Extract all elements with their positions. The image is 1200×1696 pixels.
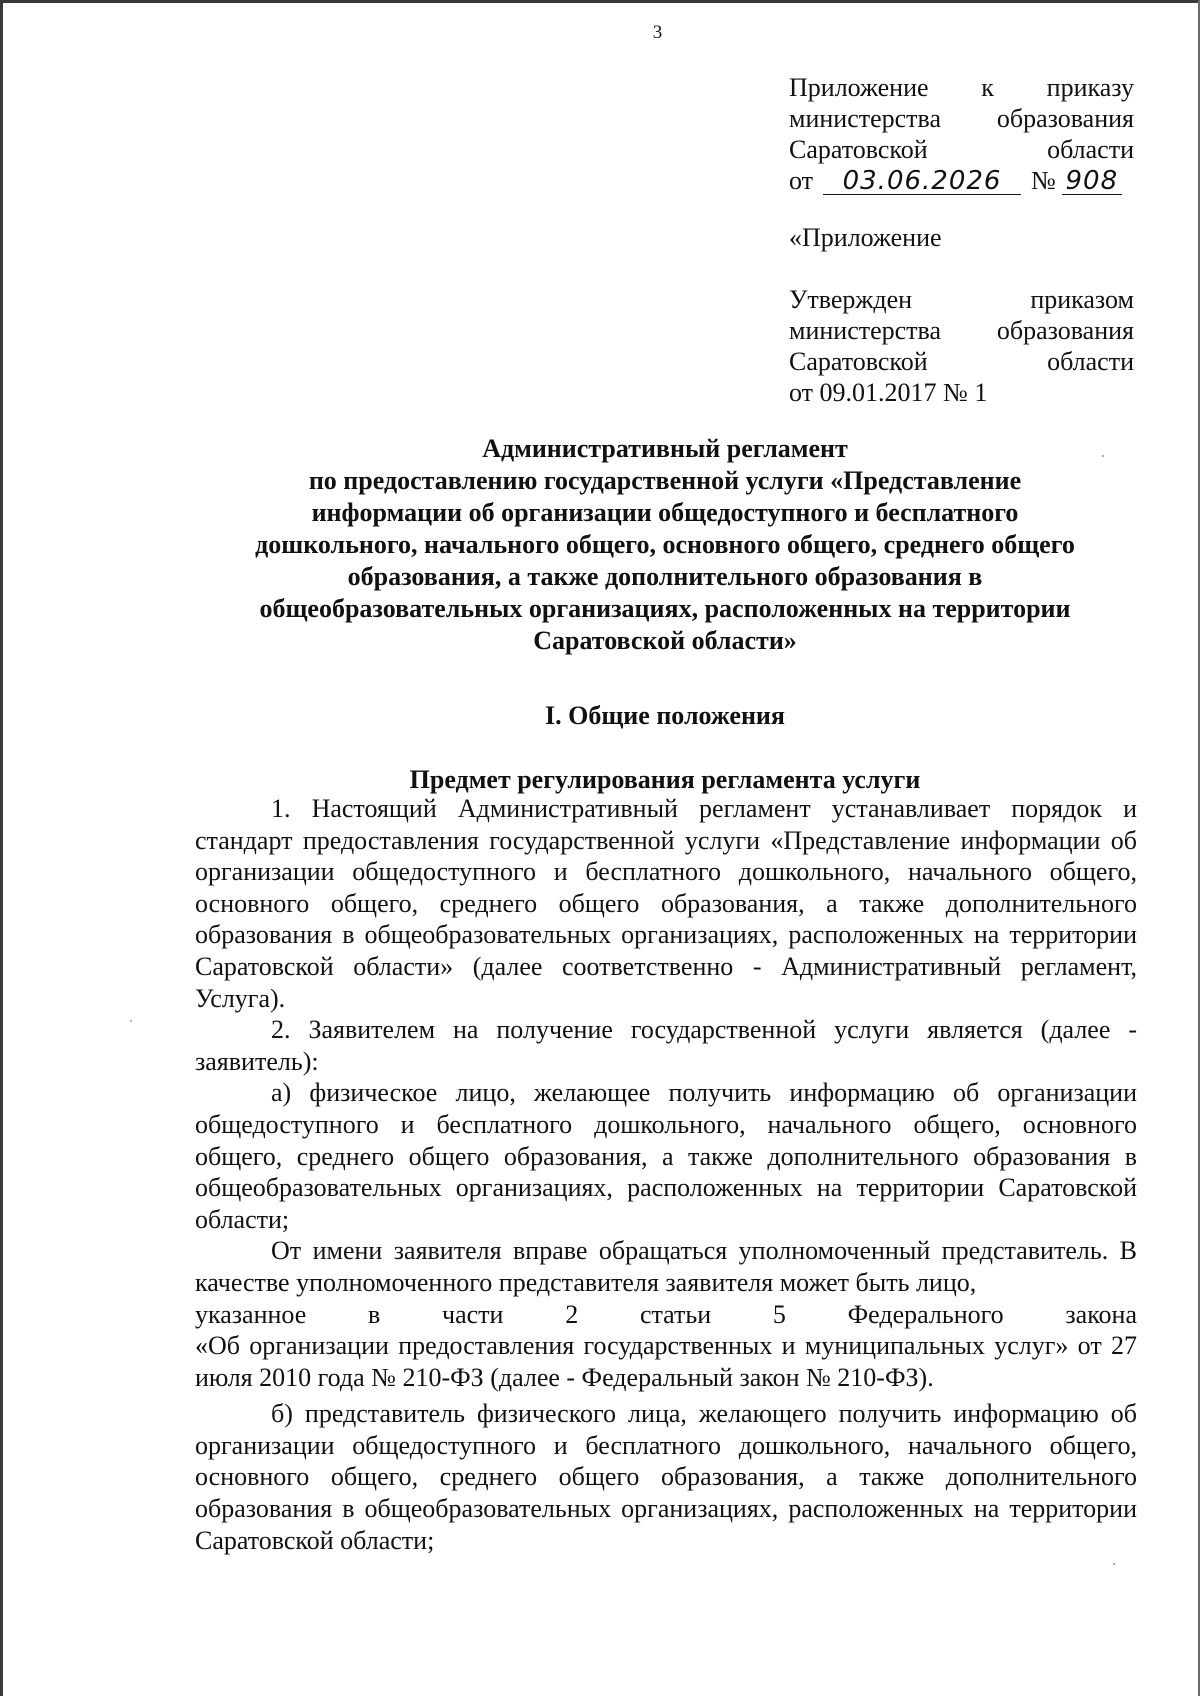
section-heading: I. Общие положения <box>545 701 785 730</box>
title-line: Саратовской области» <box>533 626 797 655</box>
document-body <box>195 793 1137 1556</box>
appendix-stamp <box>789 72 1134 196</box>
stamp-line: министерства образования <box>789 104 1134 133</box>
title-line: дошкольного, начального общего, основного общего, среднего общего <box>255 530 1075 559</box>
scan-speck <box>1113 1563 1115 1565</box>
document-title <box>190 433 1140 657</box>
scan-speck <box>130 1020 132 1022</box>
handwritten-number: 908 <box>1062 168 1122 195</box>
scan-border-left <box>0 0 3 1696</box>
title-line: общеобразовательных организациях, расположенных на территории <box>259 594 1071 623</box>
paragraph: 1. Настоящий Административный регламент устанавливает порядок и стандарт предоставления государственной услуги «Представление информации об организации общедоступного и бесплатного дошкольного, начального общего, основного общего, среднего общего образования, а также дополнительного образования в общеобразовательных организациях, расположенных на территории Саратовской области» (далее соответственно - Административный регламент, Услуга). <box>195 794 1137 1013</box>
paragraph: 2. Заявителем на получение государственной услуги является (далее - заявитель): <box>195 1015 1137 1076</box>
scan-speck <box>1102 455 1104 457</box>
stamp-date-line <box>789 165 1134 196</box>
stamp-line: Саратовской области <box>789 135 1134 164</box>
law-reference-line: указанное в части 2 статьи 5 Федерального закона <box>195 1299 1137 1329</box>
number-sign: № <box>1031 166 1056 195</box>
subsection-heading: Предмет регулирования регламента услуги <box>409 765 921 794</box>
scan-border-top <box>0 0 1200 3</box>
handwritten-date: 03.06.2026 <box>823 168 1021 195</box>
approval-date-line: от 09.01.2017 № 1 <box>789 378 988 407</box>
stamp-line: Приложение к приказу <box>789 73 1134 102</box>
approval-line: Утвержден приказом <box>789 285 1134 314</box>
approval-line: Саратовской области <box>789 347 1134 376</box>
approval-stamp <box>789 284 1134 408</box>
appendix-quote-label: «Приложение <box>789 223 942 252</box>
title-line: информации об организации общедоступного и бесплатного <box>311 498 1019 527</box>
paragraph-continuation <box>195 1299 1137 1394</box>
approval-line: министерства образования <box>789 316 1134 345</box>
date-prefix: от <box>789 166 814 195</box>
paragraph: От имени заявителя вправе обращаться уполномоченный представитель. В качестве уполномоченного представителя заявителя может быть лицо, <box>195 1236 1137 1297</box>
page-number: 3 <box>652 22 663 43</box>
paragraph: а) физическое лицо, желающее получить информацию об организации общедоступного и бесплатного дошкольного, начального общего, основного общего, среднего общего образования, а также дополнительного образования в общеобразовательных организациях, расположенных на территории Саратовской области; <box>195 1078 1137 1234</box>
title-line: образования, а также дополнительного образования в <box>347 562 983 591</box>
title-line: Административный регламент <box>482 434 848 463</box>
paragraph: б) представитель физического лица, желающего получить информацию об организации общедоступного и бесплатного дошкольного, начального общего, основного общего, среднего общего образования, а также дополнительного образования в общеобразовательных организациях, расположенных на территории Саратовской области; <box>195 1399 1137 1555</box>
law-reference-rest: «Об организации предоставления государственных и муниципальных услуг» от 27 июля 2010 года № 210-ФЗ (далее - Федеральный закон № 210-ФЗ). <box>195 1331 1137 1392</box>
title-line: по предоставлению государственной услуги «Представление <box>308 466 1022 495</box>
